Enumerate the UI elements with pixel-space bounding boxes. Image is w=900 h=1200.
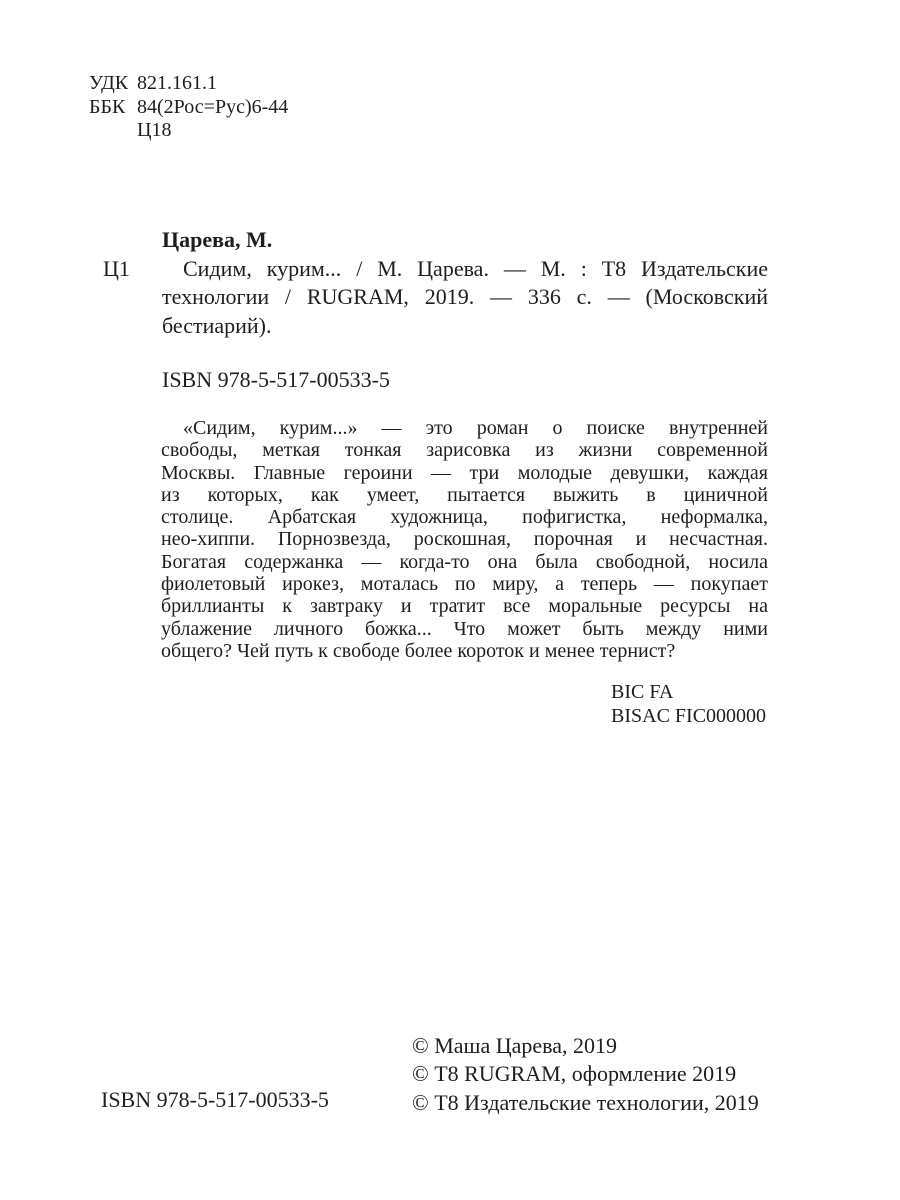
bbk-value: 84(2Рос=Рус)6-44 [137,95,289,118]
isbn-top: ISBN 978-5-517-00533-5 [162,367,390,392]
catalog-line: бестиарий). [162,312,272,338]
annotation-line: из которых, как умеет, пытается выжить в циничной [161,483,768,506]
annotation-line: фиолетовый ирокез, моталась по миру, а теперь — покупает [161,573,768,596]
annotation-line: столице. Арбатская художница, пофигистка, неформалка, [161,506,768,529]
annotation-line: Москвы. Главные героини — три молодые девушки, каждая [161,461,768,484]
subject-codes [611,681,766,728]
udk-value: 821.161.1 [137,72,217,94]
catalog-line: Сидим, курим... / М. Царева. — М. : Т8 Издательские [183,255,768,281]
bic-code: BIC FA [611,681,674,703]
udk-row [89,72,288,96]
copyright-line: © Т8 RUGRAM, оформление 2019 [412,1061,737,1087]
catalog-index: Ц1 [103,255,130,281]
annotation-line: нео-хиппи. Порнозвезда, роскошная, порочная и несчастная. [161,528,768,551]
copyright-block [412,1032,759,1117]
classification-block [89,72,288,143]
catalog-entry [103,226,768,340]
annotation-line: «Сидим, курим...» — это роман о поиске внутренней [183,417,768,439]
annotation-line: ублажение личного божка... Что может быть между ними [161,617,768,640]
catalog-line: технологии / RUGRAM, 2019. — 336 с. — (Московский [162,284,768,310]
udk-label: УДК [89,72,129,94]
copyright-line: © Т8 Издательские технологии, 2019 [412,1089,759,1115]
author-sign: Ц18 [137,119,172,141]
bbk-label: ББК [89,95,126,118]
annotation-paragraph [161,417,768,662]
bbk-row [89,96,288,120]
isbn-bottom: ISBN 978-5-517-00533-5 [101,1087,329,1112]
annotation-line: Богатая содержанка — когда-то она была свободной, носила [161,550,768,573]
catalog-description [162,255,768,341]
copyright-line: © Маша Царева, 2019 [412,1033,618,1058]
annotation-line: свободы, меткая тонкая зарисовка из жизни современной [161,439,768,462]
author-heading: Царева, М. [162,227,273,252]
annotation-line: общего? Чей путь к свободе более короток и менее тернист? [161,639,676,662]
annotation-line: бриллианты к завтраку и тратит все моральные ресурсы на [161,595,768,618]
bisac-code: BISAC FIC000000 [611,704,767,727]
